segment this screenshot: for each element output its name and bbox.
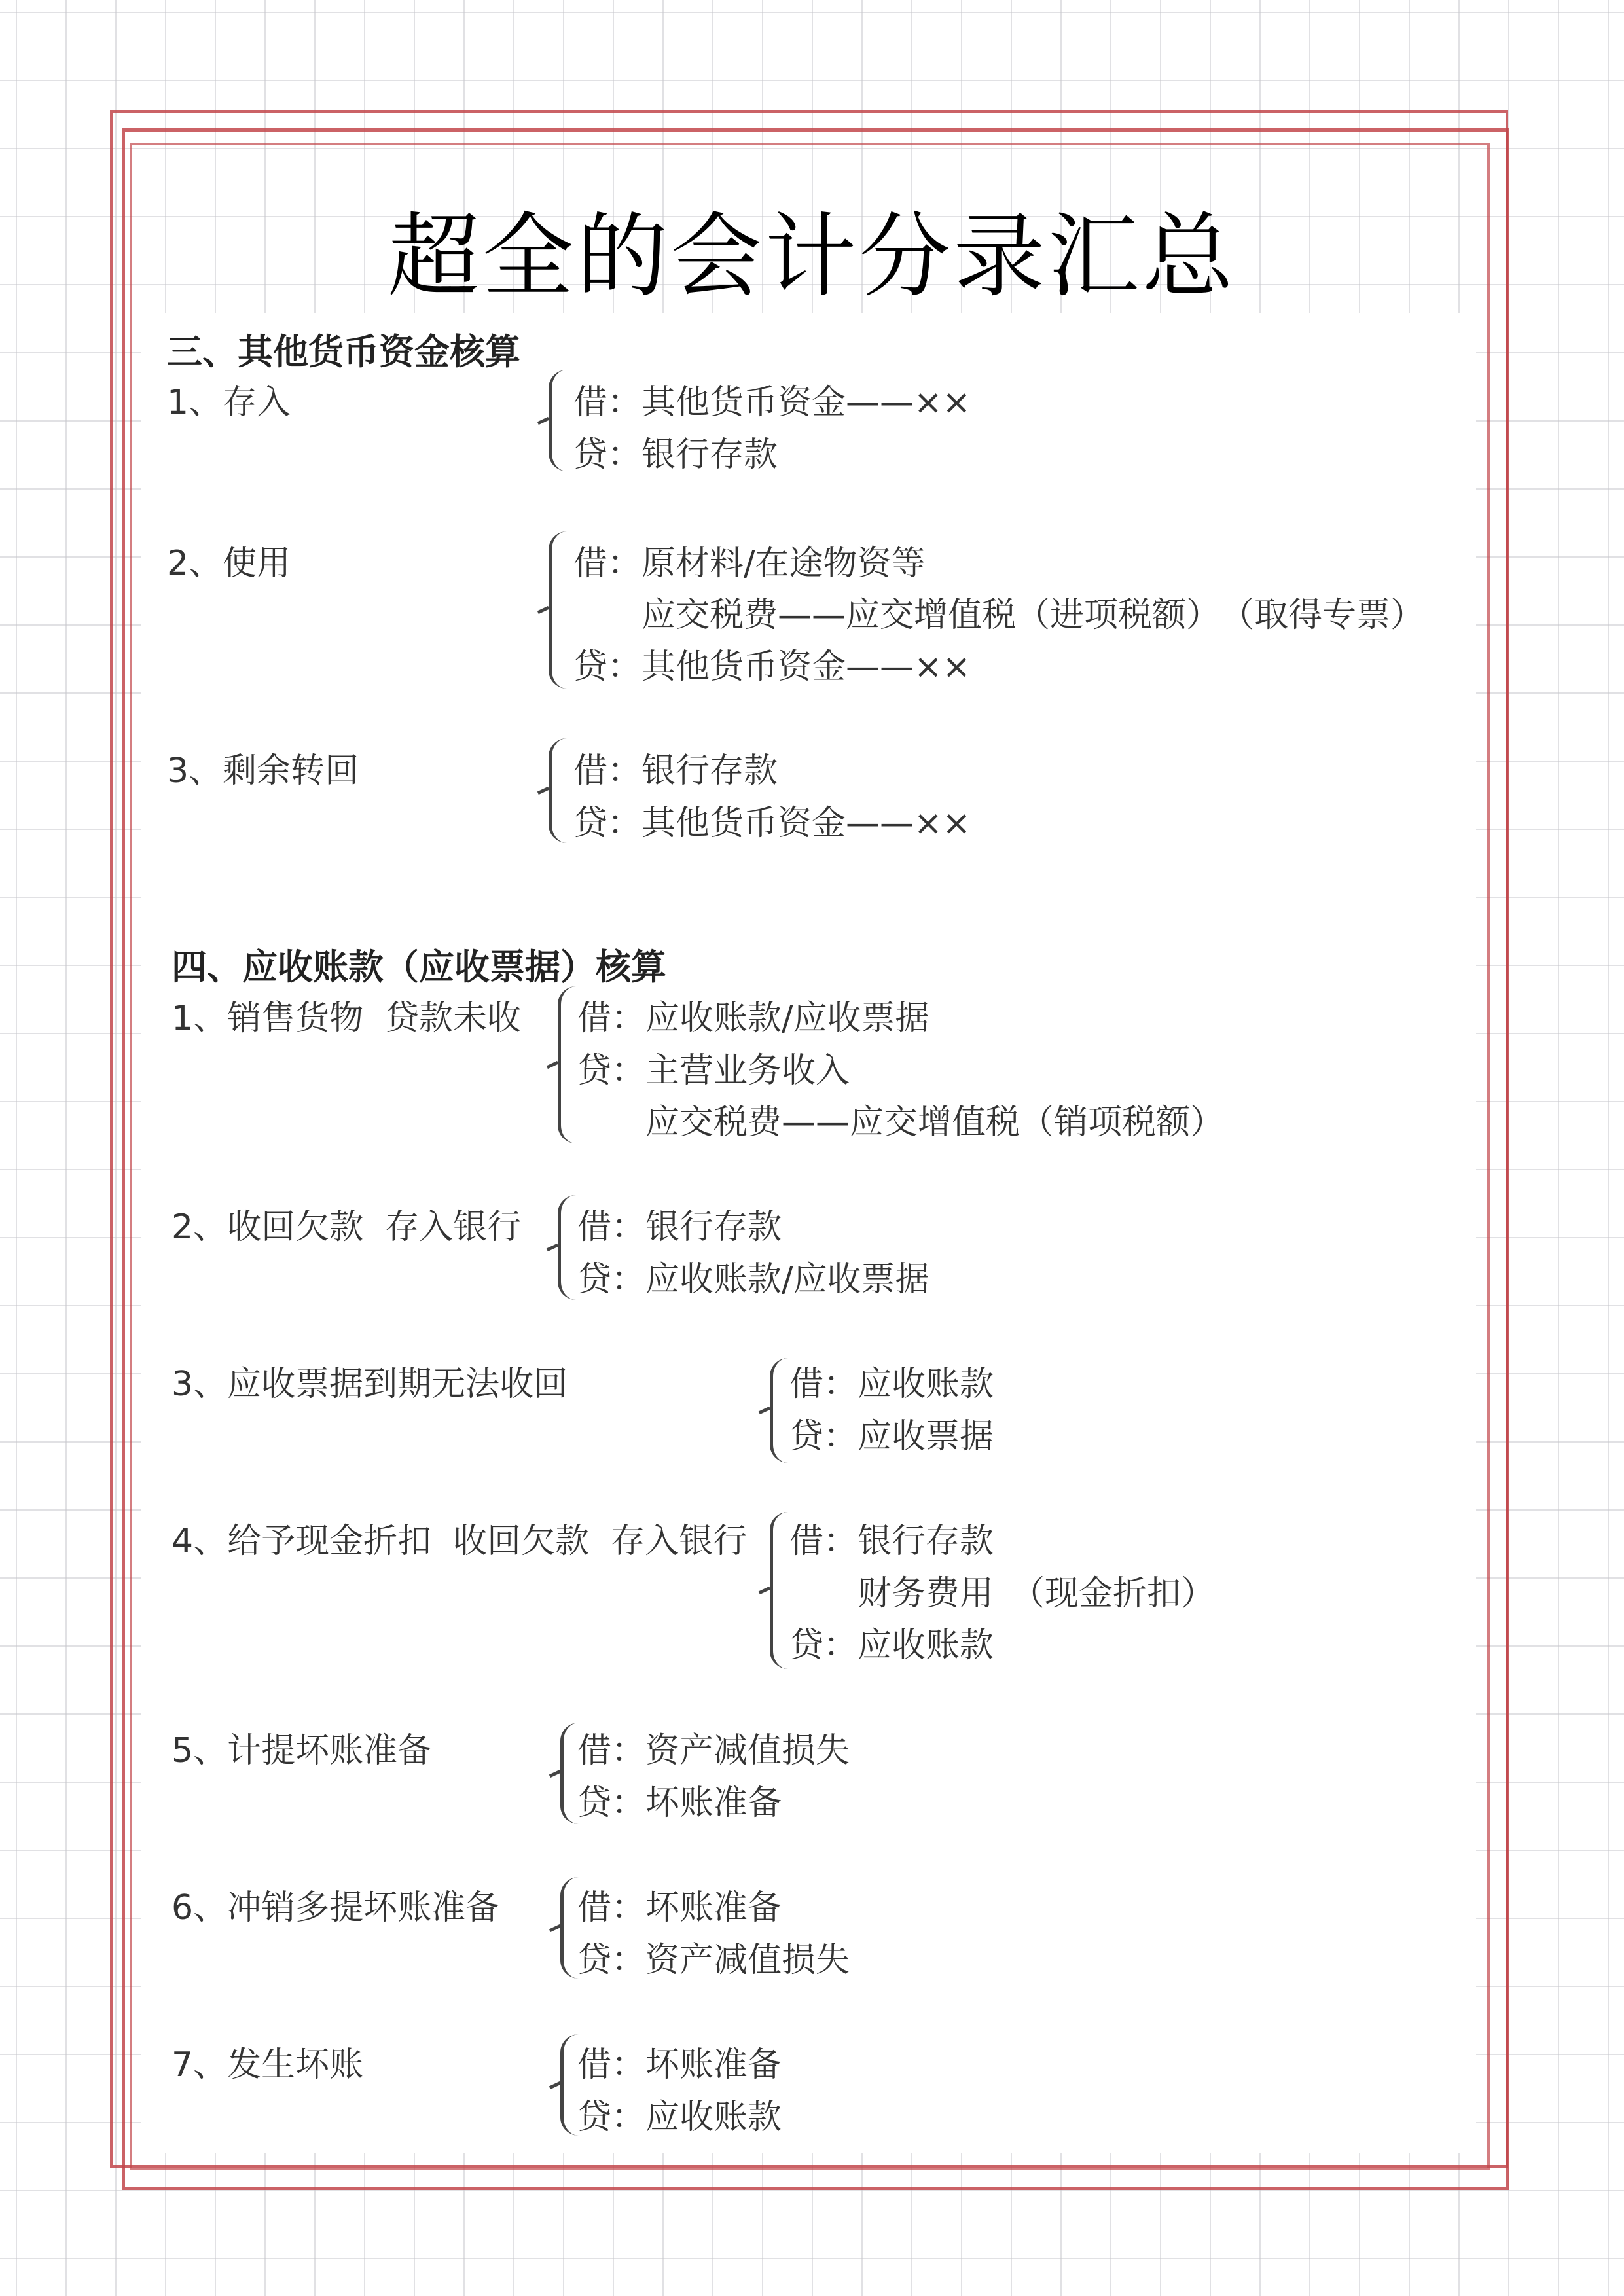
debit-line: 借：银行存款 [789,1522,994,1561]
entry-label: 1、存入 [167,383,291,422]
entry-label: 3、应收票据到期无法收回 [171,1365,568,1404]
debit-line: 借：原材料/在途物资等 [573,544,926,583]
debit-line: 借：坏账准备 [577,2045,782,2085]
credit-line: 贷：应收票据 [789,1417,994,1456]
brace-icon [549,370,574,471]
credit-line: 贷：银行存款 [573,435,778,475]
page-title: 超全的会计分录汇总 [388,204,1236,310]
entry-label: 7、发生坏账 [171,2045,364,2085]
debit-line: 借：其他货币资金——×× [573,383,971,422]
debit-line: 借：应收账款 [789,1365,994,1404]
credit-line: 贷：应收账款 [577,2098,782,2137]
debit-line: 应交税费——应交增值税（进项税额） （取得专票） [573,596,1425,635]
entry-label: 5、计提坏账准备 [171,1731,432,1770]
credit-line: 贷：应收账款/应收票据 [577,1260,929,1299]
brace-icon [549,531,574,689]
debit-line: 借：银行存款 [577,1208,782,1247]
section-heading: 四、应收账款（应收票据）核算 [171,946,666,988]
entry-label: 3、剩余转回 [167,751,359,791]
credit-line: 贷：应收账款 [789,1626,994,1665]
brace-icon [549,738,574,843]
debit-line: 借：资产减值损失 [577,1731,850,1770]
entry-label: 1、销售货物 贷款未收 [171,999,522,1038]
credit-line: 贷：其他货币资金——×× [573,804,971,843]
entry-label: 6、冲销多提坏账准备 [171,1888,500,1928]
credit-line: 贷：资产减值损失 [577,1941,850,1980]
entry-label: 4、给予现金折扣 收回欠款 存入银行 [171,1522,748,1561]
debit-line: 借：应收账款/应收票据 [577,999,929,1038]
credit-line: 贷：其他货币资金——×× [573,647,971,687]
entry-label: 2、使用 [167,544,291,583]
credit-line: 贷：坏账准备 [577,1784,782,1823]
section-heading: 三、其他货币资金核算 [167,331,520,372]
debit-line: 借：坏账准备 [577,1888,782,1928]
credit-line: 应交税费——应交增值税（销项税额） [577,1103,1225,1142]
credit-line: 贷：主营业务收入 [577,1051,850,1090]
debit-line: 借：银行存款 [573,751,778,791]
debit-line: 财务费用 （现金折扣） [789,1574,1216,1613]
entry-label: 2、收回欠款 存入银行 [171,1208,522,1247]
